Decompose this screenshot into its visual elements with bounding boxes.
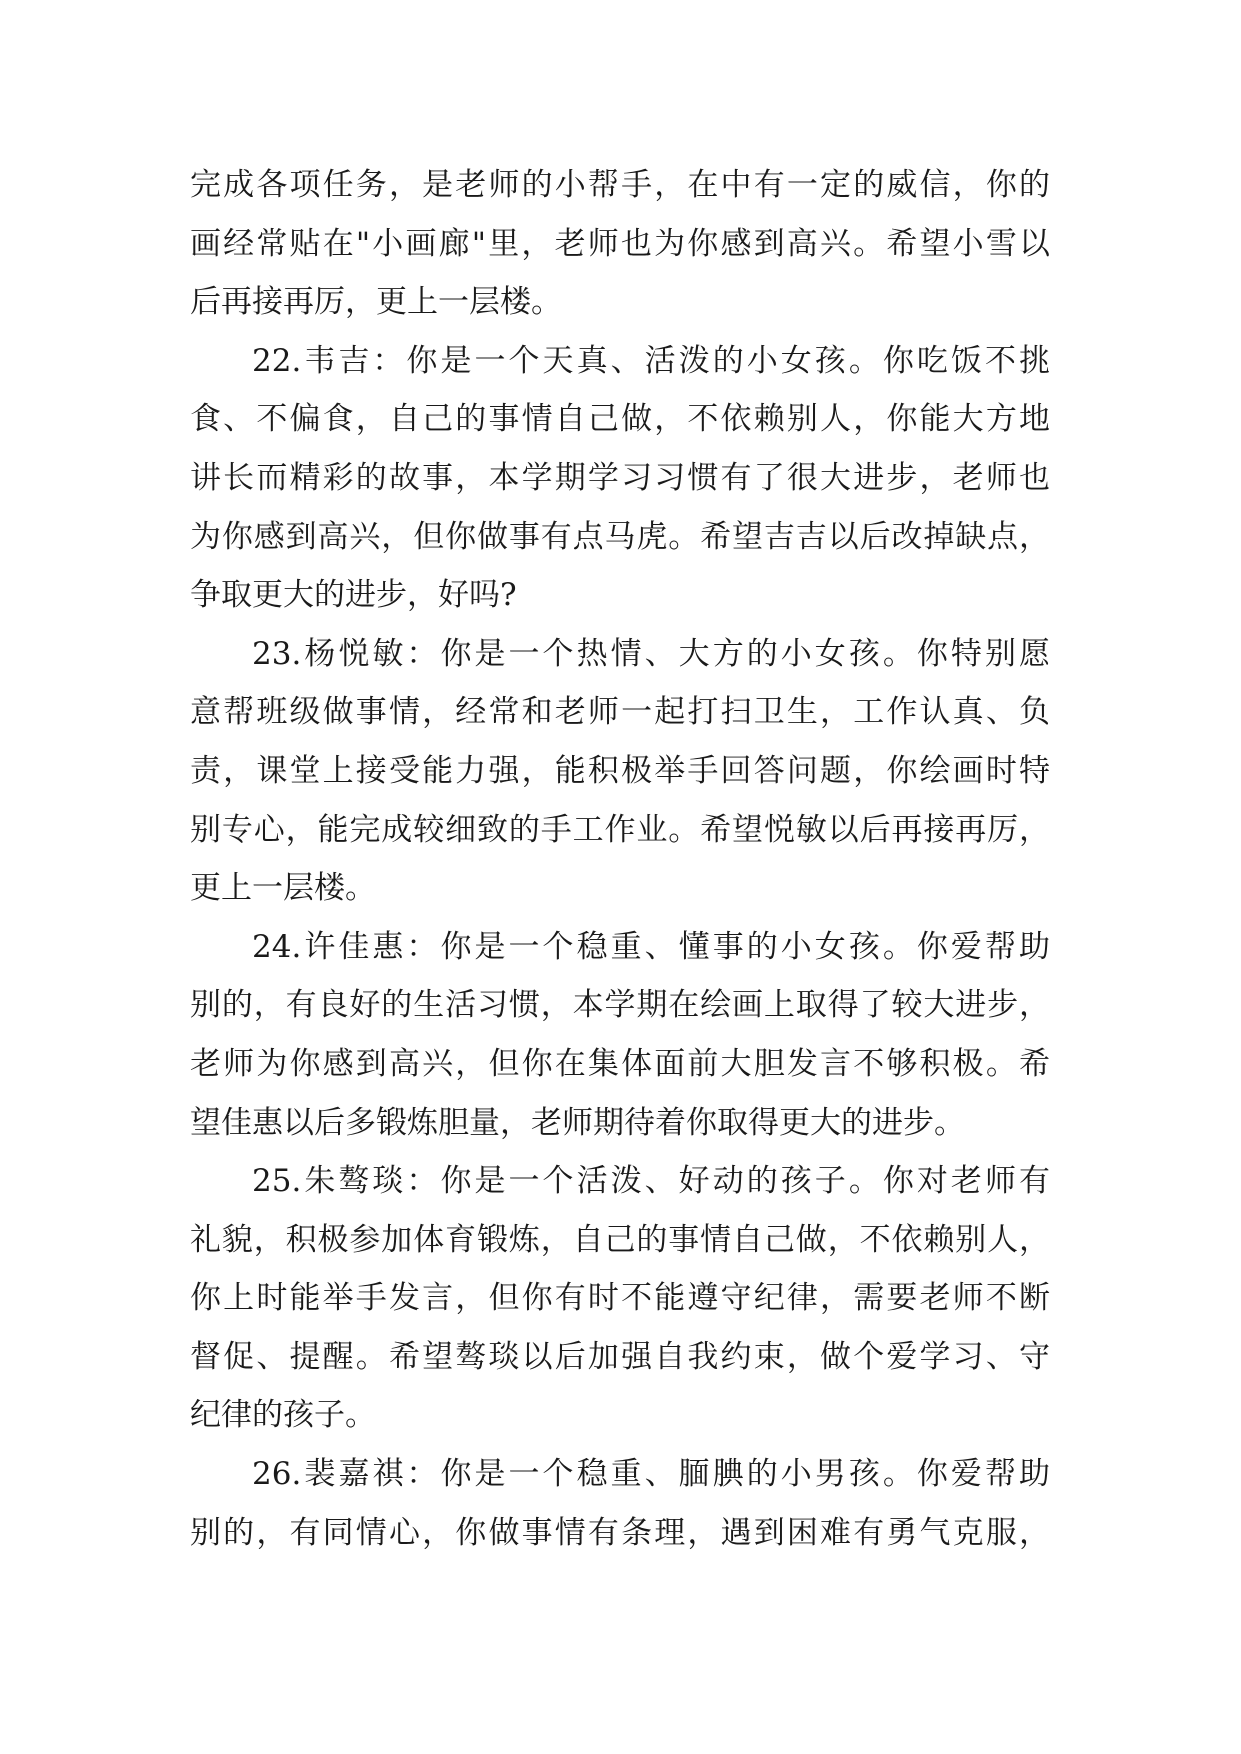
- text-line: 26.裴嘉祺：你是一个稳重、腼腆的小男孩。你爱帮助: [252, 1456, 1050, 1493]
- text-line: 22.韦吉：你是一个天真、活泼的小女孩。你吃饭不挑: [252, 342, 1050, 379]
- text-line: 纪律的孩子。: [190, 1397, 376, 1434]
- text-line: 老师为你感到高兴，但你在集体面前大胆发言不够积极。希: [190, 1045, 1050, 1082]
- text-line: 为你感到高兴，但你做事有点马虎。希望吉吉以后改掉缺点，: [190, 518, 1050, 555]
- text-line: 后再接再厉，更上一层楼。: [190, 284, 562, 321]
- text-line: 礼貌，积极参加体育锻炼，自己的事情自己做，不依赖别人，: [190, 1221, 1050, 1258]
- document-body: [190, 156, 1050, 1562]
- text-line: 督促、提醒。希望骜琰以后加强自我约束，做个爱学习、守: [190, 1338, 1050, 1375]
- text-line: 意帮班级做事情，经常和老师一起打扫卫生，工作认真、负: [190, 694, 1050, 731]
- text-line: 争取更大的进步，好吗?: [190, 577, 517, 614]
- text-line: 责，课堂上接受能力强，能积极举手回答问题，你绘画时特: [190, 752, 1050, 789]
- text-line: 完成各项任务，是老师的小帮手，在中有一定的威信，你的: [190, 167, 1050, 203]
- text-line: 你上时能举手发言，但你有时不能遵守纪律，需要老师不断: [190, 1280, 1050, 1317]
- text-line: 讲长而精彩的故事，本学期学习习惯有了很大进步，老师也: [190, 459, 1050, 496]
- text-line: 食、不偏食，自己的事情自己做，不依赖别人，你能大方地: [190, 401, 1050, 438]
- text-line: 别的，有良好的生活习惯，本学期在绘画上取得了较大进步，: [190, 987, 1050, 1024]
- text-line: 画经常贴在"小画廊"里，老师也为你感到高兴。希望小雪以: [190, 225, 1050, 262]
- text-line: 别专心，能完成较细致的手工作业。希望悦敏以后再接再厉，: [190, 811, 1050, 848]
- text-line: 望佳惠以后多锻炼胆量，老师期待着你取得更大的进步。: [190, 1104, 965, 1141]
- text-line: 23.杨悦敏：你是一个热情、大方的小女孩。你特别愿: [252, 635, 1050, 672]
- text-line: 更上一层楼。: [190, 870, 376, 907]
- text-line: 别的，有同情心，你做事情有条理，遇到困难有勇气克服，: [190, 1514, 1050, 1551]
- text-line: 24.许佳惠：你是一个稳重、懂事的小女孩。你爱帮助: [252, 928, 1050, 965]
- text-line: 25.朱骜琰：你是一个活泼、好动的孩子。你对老师有: [252, 1163, 1050, 1200]
